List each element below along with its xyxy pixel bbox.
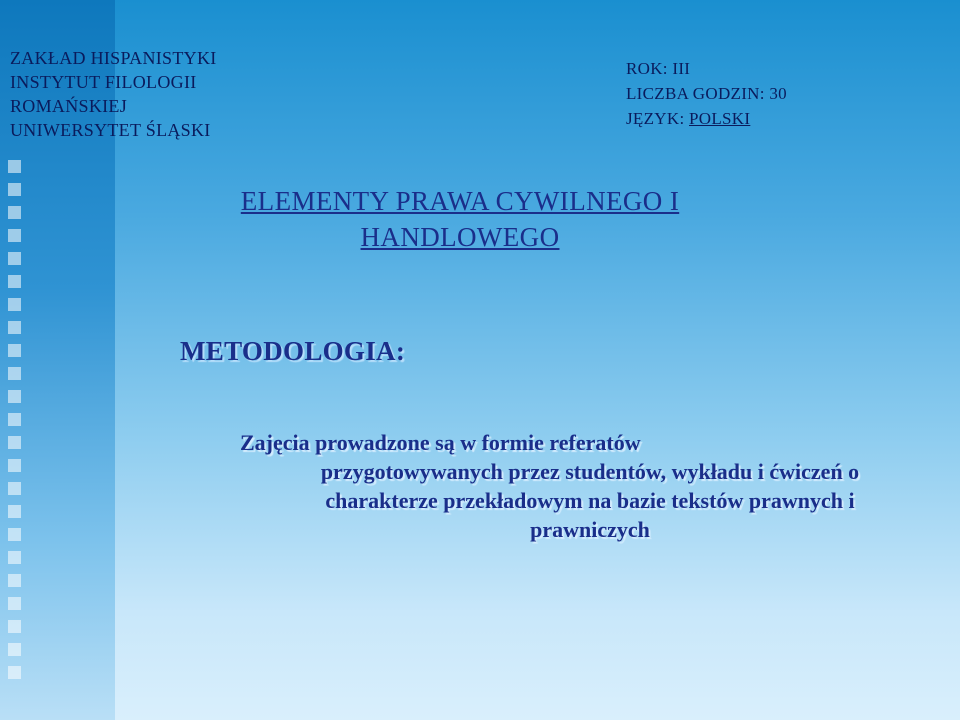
decor-square — [8, 413, 21, 426]
decor-square — [8, 252, 21, 265]
decor-square — [8, 597, 21, 610]
decor-square — [8, 390, 21, 403]
institution-line: ROMAŃSKIEJ — [10, 96, 128, 116]
decor-square — [8, 344, 21, 357]
decor-square — [8, 160, 21, 173]
title-line: HANDLOWEGO — [360, 222, 560, 252]
decor-square — [8, 206, 21, 219]
institution-line: UNIWERSYTET ŚLĄSKI — [10, 120, 211, 140]
decor-square — [8, 459, 21, 472]
decor-square — [8, 321, 21, 334]
decor-square — [8, 505, 21, 518]
decor-square — [8, 275, 21, 288]
methodology-description — [240, 428, 900, 544]
title-line: ELEMENTY PRAWA CYWILNEGO I — [240, 186, 680, 216]
decor-square — [8, 183, 21, 196]
decor-square — [8, 436, 21, 449]
course-hours: LICZBA GODZIN: 30 — [626, 84, 787, 103]
institution-line: INSTYTUT FILOLOGII — [10, 72, 197, 92]
description-rest: przygotowywanych przez studentów, wykładu i ćwiczeń o charakterze przekładowym na bazie tekstów prawnych i prawniczych — [320, 459, 860, 542]
description-first-line: Zajęcia prowadzone są w formie referatów — [240, 430, 641, 455]
course-year: ROK: III — [626, 59, 691, 78]
decor-square — [8, 367, 21, 380]
decorative-squares — [8, 160, 26, 689]
course-info-block — [626, 56, 787, 131]
decor-square — [8, 551, 21, 564]
decor-square — [8, 298, 21, 311]
institution-line: ZAKŁAD HISPANISTYKI — [10, 48, 217, 68]
decor-square — [8, 574, 21, 587]
language-label: JĘZYK: — [626, 109, 690, 128]
decor-square — [8, 643, 21, 656]
decor-square — [8, 528, 21, 541]
course-language — [626, 106, 787, 131]
institution-block — [10, 46, 217, 142]
methodology-heading: METODOLOGIA: — [180, 336, 406, 366]
decor-square — [8, 666, 21, 679]
decor-square — [8, 620, 21, 633]
page-title — [150, 183, 770, 255]
language-value: POLSKI — [689, 109, 751, 128]
decor-square — [8, 229, 21, 242]
decor-square — [8, 482, 21, 495]
